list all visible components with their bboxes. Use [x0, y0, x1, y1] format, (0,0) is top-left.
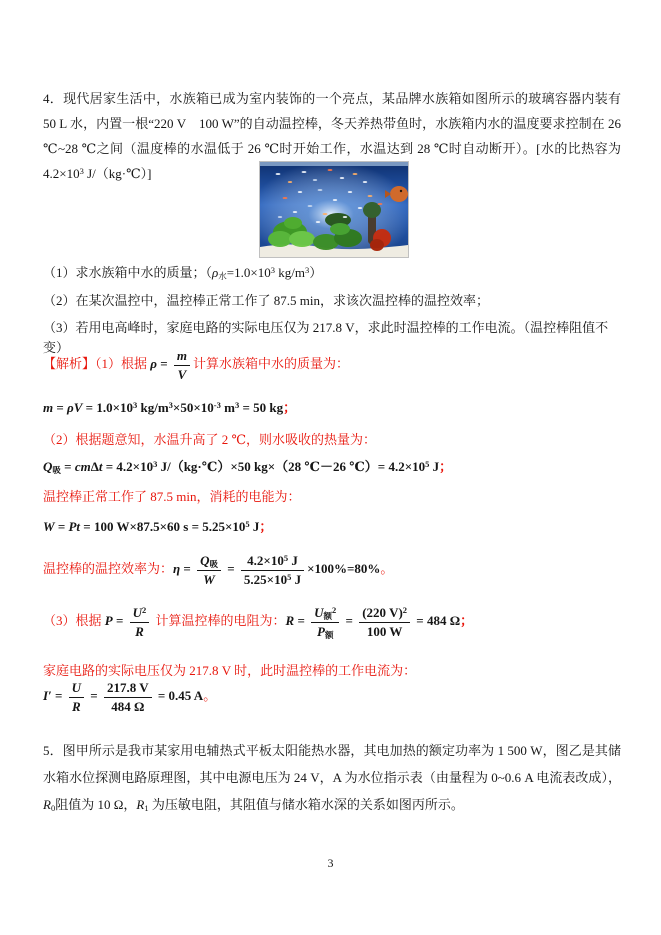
page-number: 3: [327, 856, 334, 870]
solution-resistance-formula: （3）根据 P = $\frac{U^2}{R}$ 计算温控棒的电阻为：R = $\frac{U_额^2}{P_额}$ = $\frac{(220 V)^2}{100 W}$ = 484 Ω；: [43, 605, 474, 640]
question4-part3: （3）若用电高峰时，家庭电路的实际电压仅为 217.8 V，求此时温控棒的工作电流。（温控棒阻值不变）: [43, 320, 609, 355]
solution-mass-formula: $m = \rho V = 1.0\times 10^3$ $kg/m^3\times 50\times 10^{-3}$ $m^3 = 50$ kg；: [43, 400, 297, 415]
solution-part1-intro: 【解析】（1）根据 ρ = $\frac{m}{V}$ 计算水族箱中水的质量为：: [43, 348, 350, 382]
solution-energy-formula: W = Pt = 100 W×87.5×60 $s = 5.25\times 10^5$ J；: [43, 519, 273, 534]
aquarium-photo: [259, 161, 407, 256]
question5-stem: 5．图甲所示是我市某家用电辅热式平板太阳能热水器，其电加热的额定功率为 1 500 W，图乙是其储水箱水位探测电路原理图，其中电源电压为 24 V，A 为水位指示表（由量程为 0~0.6 A 电流表改成），$R_0$阻值为 10 Ω，$R_1$ 为压敏电阻，其阻值与储水箱水深的关系如图丙所示。: [43, 743, 621, 813]
aquarium-image: [259, 161, 409, 258]
question4-part1: （1）求水族箱中水的质量；（$\rho_水=1.0\times 10^3$ $kg/m^3$）: [43, 265, 323, 281]
solution-energy-intro: 温控棒正常工作了 87.5 min，消耗的电能为：: [43, 489, 301, 504]
solution-heat-formula: $Q_吸 = cm\Delta t = 4.2\times 10^3$ J/（kg·℃）×50 kg×（28 ℃－26 ℃）= $4.2\times 10^5$ J；: [43, 459, 453, 475]
solution-current-intro: 家庭电路的实际电压仅为 217.8 V 时，此时温控棒的工作电流为：: [43, 663, 417, 678]
solution-part2-intro: （2）根据题意知，水温升高了 2 ℃，则水吸收的热量为：: [43, 432, 377, 447]
question4-part2: （2）在某次温控中，温控棒正常工作了 87.5 min，求该次温控棒的温控效率；: [43, 293, 489, 308]
solution-current-formula: I′ = $\frac{U}{R}$ = $\frac{217.8 V}{484 \Omega}$ = 0.45 A。: [43, 680, 217, 714]
solution-efficiency-formula: 温控棒的温控效率为：η = $\frac{Q_吸}{W}$ = $\frac{4.2\times 10^5 J}{5.25\times 10^5 J}$ ×100%=80%。: [43, 553, 394, 587]
question4-stem: 4．现代居家生活中，水族箱已成为室内装饰的一个亮点，某品牌水族箱如图所示的玻璃容器内装有 50 L 水，内置一根“220 V 100 W”的自动温控棒，冬天养热带鱼时，水族箱内水的温度要求控制在 26 ℃~28 ℃之间（温度棒的水温低于 26 ℃时开始工作，水温达到 28 ℃时自动断开）。[水的比热容为 $4.2\times 10^3$ J/（kg·℃）]: [43, 91, 625, 181]
